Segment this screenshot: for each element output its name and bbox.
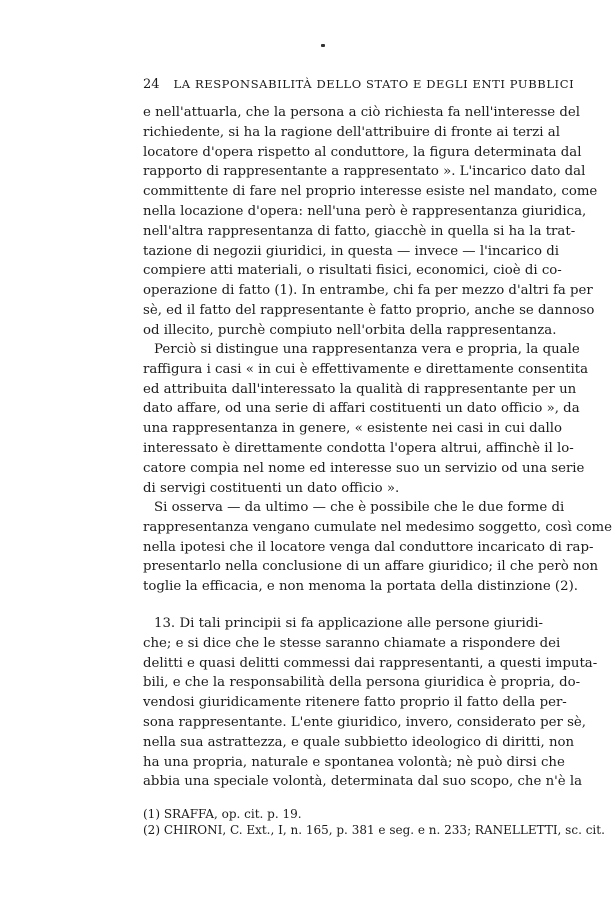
- text-line: nell'altra rappresentanza di fatto, giacchè in quella si ha la trat-: [143, 223, 576, 239]
- text-line: rapporto di rappresentante a rappresentato ». L'incarico dato dal: [143, 164, 586, 180]
- footnote-1: (1) SRAFFA, op. cit. p. 19.: [143, 807, 302, 821]
- text-line: di servigi costituenti un dato officio ».: [143, 480, 400, 496]
- text-line: rappresentanza vengano cumulate nel medesimo soggetto, così come: [143, 519, 613, 535]
- text-line: richiedente, si ha la ragione dell'attribuire di fronte ai terzi al: [143, 124, 560, 140]
- text-line: delitti e quasi delitti commessi dai rappresentanti, a questi imputa-: [143, 655, 598, 671]
- text-line: e nell'attuarla, che la persona a ciò richiesta fa nell'interesse del: [143, 105, 581, 120]
- text-line: locatore d'opera rispetto al conduttore, la figura determinata dal: [143, 144, 582, 160]
- text-line: operazione di fatto (1). In entrambe, chi fa per mezzo d'altri fa per: [143, 283, 593, 299]
- text-line: Si osserva — da ultimo — che è possibile che le due forme di: [154, 500, 565, 515]
- page-number: 24: [143, 77, 160, 92]
- text-line: dato affare, od una serie di affari costituenti un dato officio », da: [143, 401, 580, 417]
- text-line: che; e si dice che le stesse saranno chiamate a rispondere dei: [143, 635, 561, 651]
- paragraph-1: [143, 103, 598, 341]
- text-line: committente di fare nel proprio interesse esiste nel mandato, come: [143, 184, 598, 200]
- text-line: nella ipotesi che il locatore venga dal conduttore incaricato di rap-: [143, 539, 594, 555]
- text-line: tazione di negozii giuridici, in questa — invece — l'incarico di: [143, 243, 559, 259]
- footnote-2: (2) CHIRONI, C. Ext., I, n. 165, p. 381 e seg. e n. 233; RANELLETTI, sc. cit.: [143, 823, 605, 837]
- text-line: od illecito, purchè compiuto nell'orbita della rappresentanza.: [143, 322, 557, 338]
- text-line: abbia una speciale volontà, determinata dal suo scopo, che n'è la: [143, 774, 583, 790]
- paragraph-3: [143, 498, 613, 597]
- text-line: interessato è direttamente condotta l'opera altrui, affinchè il lo-: [143, 440, 574, 456]
- text-line: sona rappresentante. L'ente giuridico, invero, considerato per sè,: [143, 714, 587, 730]
- text-line: ha una propria, naturale e spontanea volontà; nè può dirsi che: [143, 754, 565, 770]
- text-line: presentarlo nella conclusione di un affare giuridico; il che però non: [143, 559, 599, 575]
- running-title: LA RESPONSABILITÀ DELLO STATO E DEGLI ENTI PUBBLICI: [173, 77, 575, 91]
- running-header: [143, 77, 575, 92]
- text-line: 13. Di tali principii si fa applicazione alle persone giuridi-: [154, 616, 543, 631]
- text-line: raffigura i casi « in cui è effettivamente e direttamente consentita: [143, 361, 589, 377]
- text-line: Perciò si distingue una rappresentanza vera e propria, la quale: [154, 342, 580, 357]
- text-line: una rappresentanza in genere, « esistente nei casi in cui dallo: [143, 421, 563, 437]
- paragraph-4: [143, 614, 598, 792]
- text-line: compiere atti materiali, o risultati fisici, economici, cioè di co-: [143, 263, 562, 279]
- ink-speck: [321, 44, 325, 47]
- text-line: sè, ed il fatto del rappresentante è fatto proprio, anche se dannoso: [143, 302, 595, 318]
- footnotes: [143, 806, 605, 838]
- text-line: catore compia nel nome ed interesse suo un servizio od una serie: [143, 460, 585, 476]
- text-line: bili, e che la responsabilità della persona giuridica è propria, do-: [143, 675, 581, 691]
- text-line: ed attribuita dall'interessato la qualità di rappresentante per un: [143, 381, 577, 397]
- paragraph-2: [143, 340, 589, 498]
- text-line: nella locazione d'opera: nell'una però è rappresentanza giuridica,: [143, 203, 587, 219]
- text-line: vendosi giuridicamente ritenere fatto proprio il fatto della per-: [143, 695, 567, 711]
- text-line: nella sua astrattezza, e quale subbietto ideologico di diritti, non: [143, 734, 575, 750]
- text-line: toglie la efficacia, e non menoma la portata della distinzione (2).: [143, 579, 578, 595]
